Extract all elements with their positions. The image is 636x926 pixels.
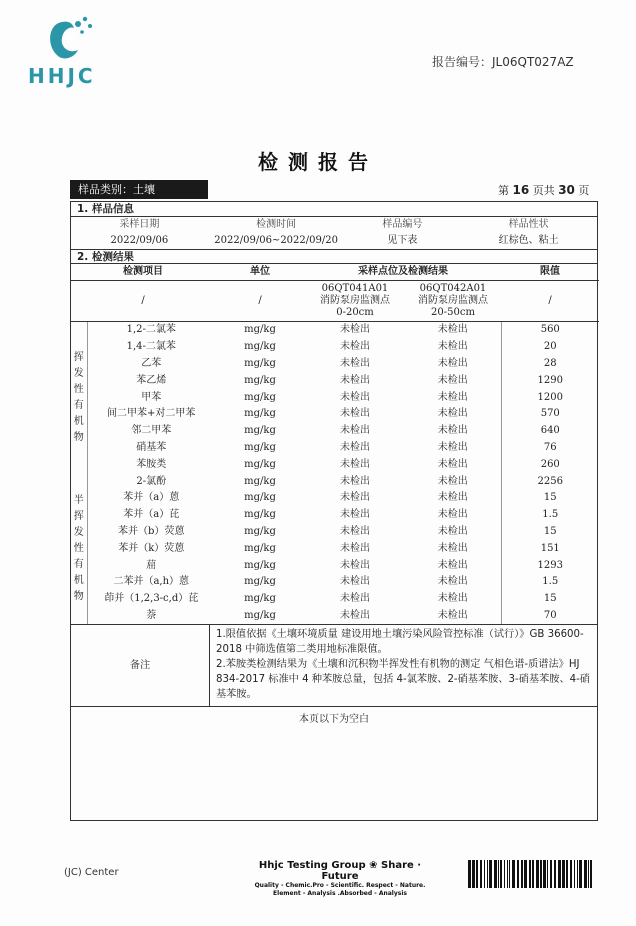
sub-point-1	[305, 281, 405, 322]
barcode-bar	[472, 860, 475, 888]
footer-line-2: Element - Analysis .Absorbed - Analysis	[273, 890, 407, 897]
barcode-bar	[532, 860, 534, 888]
table-row	[71, 473, 599, 490]
cell-unit: mg/kg	[244, 357, 276, 369]
group-char: 有	[73, 558, 84, 570]
barcode-bar	[566, 860, 568, 888]
cell-result-2: 未检出	[437, 492, 468, 504]
barcode-bar	[529, 860, 531, 888]
cell-unit: mg/kg	[244, 609, 276, 621]
table-row	[71, 608, 599, 625]
footer-center-label: (JC) Center	[64, 867, 119, 878]
table-row	[71, 524, 599, 541]
cell-result-2: 未检出	[437, 609, 468, 621]
sample-info-values	[71, 233, 597, 249]
table-row	[71, 406, 599, 423]
group-char: 发	[73, 526, 84, 538]
cell-result-2: 未检出	[437, 475, 468, 487]
cell-result-1: 未检出	[340, 391, 370, 403]
hhjc-logo-icon	[40, 12, 100, 64]
cell-result-1: 未检出	[340, 492, 370, 504]
cell-item: 苯并（b）荧蒽	[118, 525, 185, 537]
cell-result-2: 未检出	[437, 559, 468, 571]
cell-item: 1,2-二氯苯	[126, 324, 176, 336]
cell-result-1: 未检出	[340, 441, 370, 453]
cell-result-1: 未检出	[340, 559, 370, 571]
cell-limit: 1290	[501, 372, 599, 389]
group-char: 发	[73, 367, 84, 379]
barcode-bar	[562, 860, 565, 888]
cell-unit: mg/kg	[244, 492, 276, 504]
cell-unit: mg/kg	[244, 458, 276, 470]
barcode-bar	[540, 860, 542, 888]
footer-slogan: Share · Future	[321, 860, 422, 882]
barcode-bar	[507, 860, 508, 888]
sub-item: /	[71, 281, 215, 322]
cell-limit: 570	[501, 406, 599, 423]
cell-item: 间二甲苯+对二甲苯	[107, 408, 196, 420]
barcode-bar	[521, 860, 523, 888]
cell-unit: mg/kg	[244, 576, 276, 588]
barcode-bar	[498, 860, 499, 888]
pager-total: 30	[558, 183, 575, 197]
sub-limit: /	[501, 281, 599, 322]
barcode-bar	[570, 860, 572, 888]
cell-result-1: 未检出	[340, 525, 370, 537]
cell-result-2: 未检出	[437, 458, 468, 470]
cell-limit: 1200	[501, 389, 599, 406]
cell-result-1: 未检出	[340, 458, 370, 470]
header-points: 采样点位及检测结果	[305, 264, 501, 281]
cell-item: 苯胺类	[136, 458, 167, 470]
group-char: 挥	[73, 510, 84, 522]
group-char: 物	[73, 431, 84, 443]
cell-result-2: 未检出	[437, 576, 468, 588]
group-semivolatile	[71, 473, 87, 624]
cell-limit: 560	[501, 322, 599, 339]
cell-limit: 151	[501, 540, 599, 557]
footer-brand	[240, 860, 440, 898]
sample-category-label: 样品类别：	[78, 183, 133, 196]
cell-item: 萘	[146, 609, 157, 621]
group-volatile	[71, 322, 87, 474]
cell-result-2: 未检出	[437, 542, 468, 554]
group-char: 机	[73, 415, 84, 427]
cell-result-2: 未检出	[437, 374, 468, 386]
cell-result-1: 未检出	[340, 542, 370, 554]
cell-unit: mg/kg	[244, 441, 276, 453]
cell-unit: mg/kg	[244, 324, 276, 336]
cell-result-1: 未检出	[340, 509, 370, 521]
table-row	[71, 574, 599, 591]
cell-unit: mg/kg	[244, 559, 276, 571]
header-sample-property: 样品性状	[508, 219, 549, 230]
cell-item: 茚并（1,2,3-c,d）芘	[104, 593, 199, 605]
report-number-value: JL06QT027AZ	[492, 55, 574, 69]
table-row	[71, 322, 599, 339]
table-row	[71, 339, 599, 356]
barcode-bar	[550, 860, 552, 888]
table-row	[71, 440, 599, 457]
results-subheader	[71, 281, 599, 322]
point-1-id: 06QT041A01	[321, 283, 389, 294]
group-char: 机	[73, 574, 84, 586]
cell-result-1: 未检出	[340, 324, 370, 336]
cell-result-2: 未检出	[437, 525, 468, 537]
page-title: 检测报告	[258, 150, 378, 174]
logo-text: HHJC	[28, 64, 96, 88]
footer-line-1: Quality - Chemic.Pro - Scientific. Respect - Nature.	[254, 882, 426, 889]
barcode-bar	[476, 860, 478, 888]
group-char: 性	[73, 383, 84, 395]
point-2-name: 消防泵房监测点	[418, 295, 488, 306]
cell-unit: mg/kg	[244, 509, 276, 521]
sample-category-value: 土壤	[133, 183, 155, 196]
note-line-2: 2.苯胺类检测结果为《土壤和沉积物半挥发性有机物的测定 气相色谱-质谱法》HJ 834-2017 标准中 4 种苯胺总量，包括 4-氯苯胺、2-硝基苯胺、3-硝基苯胺、4-硝基苯胺。	[216, 659, 590, 701]
section-results-title: 2. 检测结果	[71, 249, 597, 264]
header-test-time: 检测时间	[256, 219, 297, 230]
cell-result-2: 未检出	[437, 593, 468, 605]
cell-unit: mg/kg	[244, 425, 276, 437]
table-row	[71, 540, 599, 557]
point-2-id: 06QT042A01	[419, 283, 487, 294]
table-row	[71, 356, 599, 373]
cell-result-2: 未检出	[437, 341, 468, 353]
report-table	[70, 201, 598, 821]
cell-limit: 20	[501, 339, 599, 356]
point-2-depth: 20-50cm	[431, 307, 475, 318]
sample-info-header	[71, 217, 597, 233]
cell-result-1: 未检出	[340, 425, 370, 437]
note-line-1: 1.限值依据《土壤环境质量 建设用地土壤污染风险管控标准（试行）》GB 36600-2018 中筛选值第二类用地标准限值。	[216, 629, 584, 656]
results-header	[71, 264, 599, 281]
barcode-bar	[577, 860, 578, 888]
cell-limit: 2256	[501, 473, 599, 490]
group-char: 性	[73, 542, 84, 554]
cell-item: 邻二甲苯	[131, 425, 172, 437]
pager-current: 16	[512, 183, 530, 197]
table-row	[71, 456, 599, 473]
cell-item: 2-氯酚	[136, 475, 167, 487]
cell-item: 硝基苯	[136, 441, 167, 453]
cell-result-1: 未检出	[340, 475, 370, 487]
notes-text	[210, 625, 597, 706]
cell-limit: 1.5	[501, 507, 599, 524]
flower-icon: ❀	[369, 860, 378, 871]
cell-result-1: 未检出	[340, 609, 370, 621]
notes-section	[71, 624, 597, 706]
barcode-bar	[579, 860, 582, 888]
cell-limit: 76	[501, 440, 599, 457]
group-char: 物	[73, 590, 84, 602]
cell-limit: 28	[501, 356, 599, 373]
section-sample-info-title: 1. 样品信息	[71, 202, 597, 217]
cell-limit: 15	[501, 524, 599, 541]
barcode-bar	[536, 860, 539, 888]
cell-unit: mg/kg	[244, 374, 276, 386]
cell-limit: 260	[501, 456, 599, 473]
table-row	[71, 490, 599, 507]
cell-unit: mg/kg	[244, 525, 276, 537]
barcode-bar	[554, 860, 556, 888]
sub-point-2	[405, 281, 501, 322]
cell-item: 1,4-二氯苯	[126, 341, 176, 353]
barcode-bar	[584, 860, 587, 888]
barcode-bar	[494, 860, 497, 888]
pager-suffix: 页	[578, 184, 590, 197]
header-sampling-date: 采样日期	[119, 219, 160, 230]
cell-result-1: 未检出	[340, 341, 370, 353]
barcode-bar	[524, 860, 527, 888]
barcode-bar	[543, 860, 546, 888]
cell-unit: mg/kg	[244, 341, 276, 353]
group-char: 半	[73, 494, 84, 506]
results-table	[71, 264, 599, 624]
cell-limit: 15	[501, 591, 599, 608]
cell-item: 苯并（k）荧蒽	[118, 542, 185, 554]
value-sample-id: 见下表	[387, 235, 418, 246]
cell-result-2: 未检出	[437, 357, 468, 369]
header-sample-id: 样品编号	[382, 219, 423, 230]
barcode-icon	[468, 860, 596, 888]
barcode-bar	[484, 860, 485, 888]
cell-item: 乙苯	[141, 357, 162, 369]
cell-unit: mg/kg	[244, 475, 276, 487]
cell-result-2: 未检出	[437, 509, 468, 521]
report-number	[432, 53, 574, 70]
table-row	[71, 591, 599, 608]
barcode-bar	[509, 860, 510, 888]
notes-label: 备注	[71, 625, 210, 706]
cell-result-1: 未检出	[340, 576, 370, 588]
barcode-bar	[480, 860, 482, 888]
point-1-depth: 0-20cm	[336, 307, 374, 318]
cell-unit: mg/kg	[244, 408, 276, 420]
barcode-bar	[504, 860, 505, 888]
sub-unit: /	[215, 281, 305, 322]
cell-result-1: 未检出	[340, 408, 370, 420]
header-unit: 单位	[215, 264, 305, 281]
cell-result-2: 未检出	[437, 391, 468, 403]
cell-unit: mg/kg	[244, 391, 276, 403]
cell-limit: 640	[501, 423, 599, 440]
barcode-bar	[500, 860, 502, 888]
cell-item: 苯并（a）蒽	[123, 492, 180, 504]
barcode-bar	[468, 860, 471, 888]
sample-category	[70, 180, 208, 199]
cell-limit: 15	[501, 490, 599, 507]
table-row	[71, 507, 599, 524]
report-number-label: 报告编号：	[432, 55, 493, 69]
barcode-bar	[588, 860, 589, 888]
cell-result-1: 未检出	[340, 374, 370, 386]
results-body	[71, 322, 599, 625]
pager-prefix: 第	[498, 184, 509, 197]
barcode-bar	[590, 860, 592, 888]
header-limit: 限值	[501, 264, 599, 281]
cell-item: 二苯并（a,h）蒽	[113, 576, 190, 588]
cell-limit: 1.5	[501, 574, 599, 591]
header-item: 检测项目	[71, 264, 215, 281]
barcode-bar	[574, 860, 575, 888]
barcode-bar	[489, 860, 492, 888]
cell-result-2: 未检出	[437, 408, 468, 420]
table-row	[71, 557, 599, 574]
point-1-name: 消防泵房监测点	[320, 295, 390, 306]
barcode-bar	[487, 860, 488, 888]
footer-group-name: Hhjc Testing Group	[258, 860, 366, 871]
page-counter	[498, 182, 589, 198]
value-sample-property: 红棕色、粘土	[498, 235, 559, 246]
cell-result-1: 未检出	[340, 593, 370, 605]
barcode-bar	[517, 860, 519, 888]
cell-item: 䓛	[146, 559, 157, 571]
cell-result-2: 未检出	[437, 441, 468, 453]
barcode-bar	[512, 860, 515, 888]
cell-result-1: 未检出	[340, 357, 370, 369]
cell-item: 甲苯	[141, 391, 162, 403]
value-test-time: 2022/09/06~2022/09/20	[214, 235, 338, 246]
table-row	[71, 372, 599, 389]
sample-info-table	[71, 217, 597, 249]
barcode-bar	[558, 860, 561, 888]
group-char: 有	[73, 399, 84, 411]
cell-item: 苯并（a）芘	[123, 509, 180, 521]
cell-result-2: 未检出	[437, 425, 468, 437]
blank-below-note: 本页以下为空白	[71, 706, 597, 725]
cell-unit: mg/kg	[244, 593, 276, 605]
cell-unit: mg/kg	[244, 542, 276, 554]
group-char: 挥	[73, 351, 84, 363]
cell-limit: 1293	[501, 557, 599, 574]
cell-limit: 70	[501, 608, 599, 625]
pager-mid: 页共	[532, 184, 555, 197]
cell-item: 苯乙烯	[136, 374, 167, 386]
barcode-bar	[547, 860, 548, 888]
cell-result-2: 未检出	[437, 324, 468, 336]
table-row	[71, 423, 599, 440]
table-row	[71, 389, 599, 406]
value-sampling-date: 2022/09/06	[110, 235, 169, 246]
